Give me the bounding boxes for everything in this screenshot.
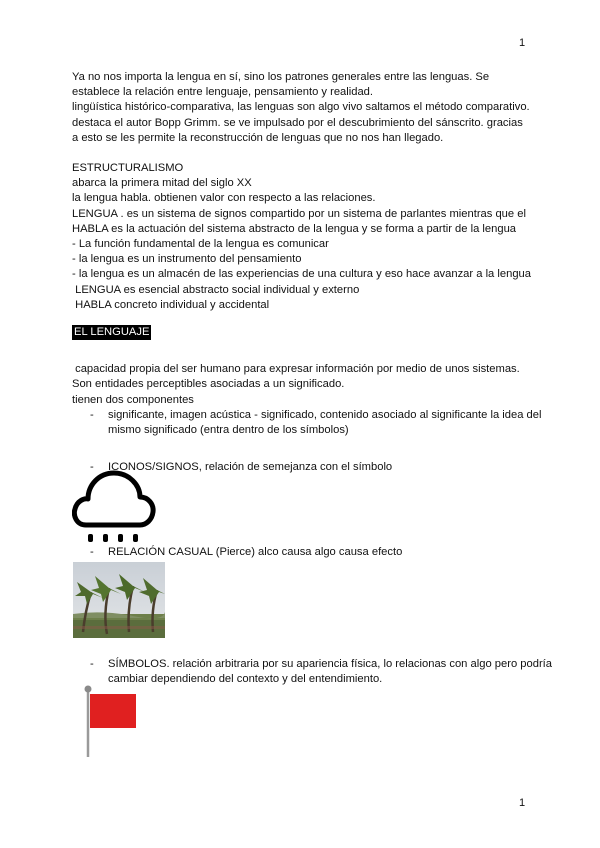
text-line: destaca el autor Bopp Grimm. se ve impulsado por el descubrimiento del sánscrito. gracias xyxy=(72,116,523,129)
list-item xyxy=(72,545,578,560)
text-line: Ya no nos importa la lengua en sí, sino los patrones generales entre las lenguas. Se xyxy=(72,71,490,83)
page-number-top: 1 xyxy=(519,37,526,49)
red-flag-icon xyxy=(82,684,140,758)
list-item xyxy=(72,408,542,438)
bullet-dash: - xyxy=(90,461,94,474)
list-item-text: ICONOS/SIGNOS, relación de semejanza con el símbolo xyxy=(108,461,393,474)
windblown-palm-trees-photo xyxy=(73,562,165,638)
text-line: HABLA es la actuación del sistema abstracto de la lengua y se forma a partir de la lengua xyxy=(72,222,517,235)
page-number-bottom: 1 xyxy=(519,797,526,809)
text-line: - la lengua es un instrumento del pensamiento xyxy=(72,253,302,266)
text-line: tienen dos componentes xyxy=(72,393,194,406)
text-line: LENGUA . es un sistema de signos compartido por un sistema de parlantes mientras que el xyxy=(72,207,526,220)
text-line: a esto se les permite la reconstrucción de lenguas que no nos han llegado. xyxy=(72,131,444,144)
text-line: - La función fundamental de la lengua es comunicar xyxy=(72,238,329,251)
bullet-dash: - xyxy=(90,408,94,421)
list-item xyxy=(72,657,578,687)
section-heading: ESTRUCTURALISMO xyxy=(72,162,184,175)
list-item-text: SÍMBOLOS. relación arbitraria por su apariencia física, lo relacionas con algo pero podría cambiar dependiendo del contexto y del entendimiento. xyxy=(108,658,552,686)
text-line: abarca la primera mitad del siglo XX xyxy=(72,177,252,190)
intro-paragraph xyxy=(72,70,542,146)
bullet-dash: - xyxy=(90,546,94,558)
text-line: Son entidades perceptibles asociadas a un significado. xyxy=(72,378,345,391)
text-line: LENGUA es esencial abstracto social individual y externo xyxy=(72,283,360,296)
text-line: lingüística histórico-comparativa, las lenguas son algo vivo saltamos el método comparativo. xyxy=(72,101,530,114)
text-line: - la lengua es un almacén de las experiencias de una cultura y eso hace avanzar a la lengua xyxy=(72,268,531,281)
rain-cloud-icon xyxy=(72,467,156,545)
list-item-text: significante, imagen acústica - significado, contenido asociado al significante la idea del mismo significado (entra dentro de los símbolos) xyxy=(108,408,542,437)
text-line: capacidad propia del ser humano para expresar información por medio de unos sistemas. xyxy=(72,363,520,376)
lenguaje-heading: EL LENGUAJE xyxy=(74,326,150,339)
bullet-dash: - xyxy=(90,658,94,670)
text-line: establece la relación entre lenguaje, pensamiento y realidad. xyxy=(72,86,374,99)
list-item-text: RELACIÓN CASUAL (Pierce) alco causa algo causa efecto xyxy=(108,546,403,558)
lenguaje-section xyxy=(72,362,542,475)
text-line: HABLA concreto individual y accidental xyxy=(72,298,270,311)
document-body xyxy=(72,70,542,475)
text-line: la lengua habla. obtienen valor con respecto a las relaciones. xyxy=(72,192,376,205)
structuralism-section xyxy=(72,161,542,313)
